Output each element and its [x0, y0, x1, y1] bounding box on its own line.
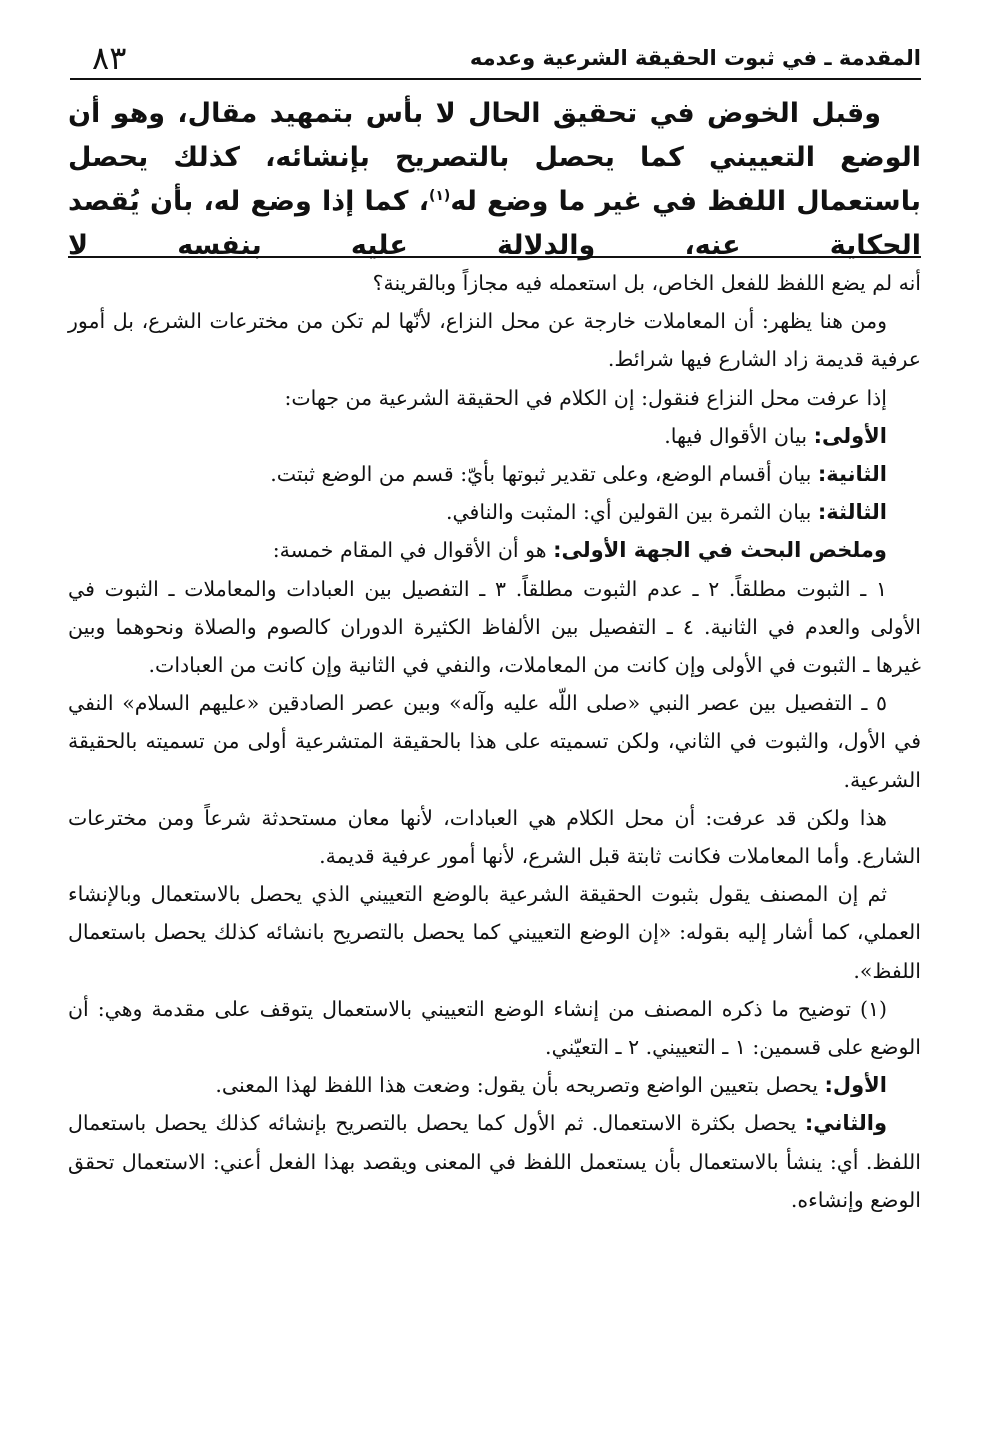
section-label: الثانية: [817, 462, 887, 487]
commentary-paragraph [68, 1104, 921, 1219]
commentary-paragraph: ٥ ـ التفصيل بين عصر النبي «صلى اللّه عليه وآله» وبين عصر الصادقين «عليهم السلام» النفي في الأول، والثبوت في الثاني، ولكن تسميته على هذا بالحقيقة المتشرعية أولى من تسميته بالحقيقة الشرعية. [68, 691, 921, 792]
commentary-paragraph: إذا عرفت محل النزاع فنقول: إن الكلام في الحقيقة الشرعية من جهات: [284, 385, 887, 410]
section-text: بيان أقسام الوضع، وعلى تقدير ثبوتها بأيّ: قسم من الوضع ثبتت. [270, 462, 818, 487]
commentary-paragraph [68, 1066, 921, 1104]
section-label: وملخص البحث في الجهة الأولى: [553, 538, 887, 563]
commentary-paragraph: ١ ـ الثبوت مطلقاً. ٢ ـ عدم الثبوت مطلقاً. ٣ ـ التفصيل بين العبادات والمعاملات ـ الثبوت في الأولى والعدم في الثانية. ٤ ـ التفصيل بين الألفاظ الكثيرة الدوران كالصوم والصلاة ونحوهما وبين غيرها ـ الثبوت في الأولى وإن كانت من المعاملات، والنفي في الثانية وإن كانت من العبادات. [68, 576, 921, 678]
section-label: الثالثة: [817, 500, 887, 525]
section-text: بيان الثمرة بين القولين أي: المثبت والنافي. [445, 500, 818, 525]
commentary-paragraph: ومن هنا يظهر: أن المعاملات خارجة عن محل النزاع، لأنّها لم تكن من مخترعات الشرع، بل أمور عرفية قديمة زاد الشارع فيها شرائط. [68, 309, 921, 372]
running-title: المقدمة ـ في ثبوت الحقيقة الشرعية وعدمه [469, 46, 921, 70]
footnote-separator [68, 256, 921, 258]
page-number: ٨٣ [92, 39, 127, 77]
main-text-part2: ، كما إذا وضع له، بأن يُقصد الحكاية عنه، والدلالة عليه بنفسه لا [68, 186, 921, 261]
commentary-paragraph: أنه لم يضع اللفظ للفعل الخاص، بل استعمله فيه مجازاً وبالقرينة؟ [372, 271, 921, 295]
commentary-block [68, 264, 921, 1219]
page-header [70, 38, 921, 80]
section-text: هو أن الأقوال في المقام خمسة: [272, 538, 554, 563]
section-label: الأول: [824, 1073, 887, 1098]
section-label: والثاني: [804, 1111, 887, 1136]
main-text-part1: وقبل الخوض في تحقيق الحال لا بأس بتمهيد مقال، وهو أن الوضع التعييني كما يحصل بالتصريح بإنشائه، كذلك يحصل باستعمال اللفظ في غير ما وضع له [68, 98, 921, 217]
footnote-paragraph: (١) توضيح ما ذكره المصنف من إنشاء الوضع التعييني بالاستعمال يتوقف على مقدمة وهي: أن الوضع على قسمين: ١ ـ التعييني. ٢ ـ التعيّني. [68, 996, 921, 1060]
section-text: يحصل بكثرة الاستعمال. ثم الأول كما يحصل بالتصريح بإنشائه كذلك يحصل باستعمال اللفظ. أي: ينشأ بالاستعمال بأن يستعمل اللفظ في المعنى ويقصد بهذا الفعل أعني: الاستعمال تحقق الوضع وإنشاءه. [68, 1111, 921, 1212]
commentary-paragraph [68, 417, 921, 455]
commentary-paragraph: هذا ولكن قد عرفت: أن محل الكلام هي العبادات، لأنها معان مستحدثة شرعاً ومن مخترعات الشارع. وأما المعاملات فكانت ثابتة قبل الشرع، لأنها أمور عرفية قديمة. [68, 805, 921, 869]
commentary-paragraph [68, 531, 921, 569]
section-label: الأولى: [813, 423, 887, 448]
section-text: يحصل بتعيين الواضع وتصريحه بأن يقول: وضعت هذا اللفظ لهذا المعنى. [215, 1073, 825, 1098]
commentary-paragraph: ثم إن المصنف يقول بثبوت الحقيقة الشرعية بالوضع التعييني الذي يحصل بالاستعمال وبالإنشاء العملي، كما أشار إليه بقوله: «إن الوضع التعييني كما يحصل بالتصريح بانشائه كذلك يحصل باستعمال اللفظ». [68, 882, 921, 983]
section-text: بيان الأقوال فيها. [664, 423, 814, 448]
commentary-paragraph [68, 455, 921, 493]
footnote-marker: (١) [428, 188, 451, 204]
commentary-paragraph [68, 493, 921, 531]
main-paragraph [68, 92, 921, 268]
main-text [68, 92, 921, 268]
